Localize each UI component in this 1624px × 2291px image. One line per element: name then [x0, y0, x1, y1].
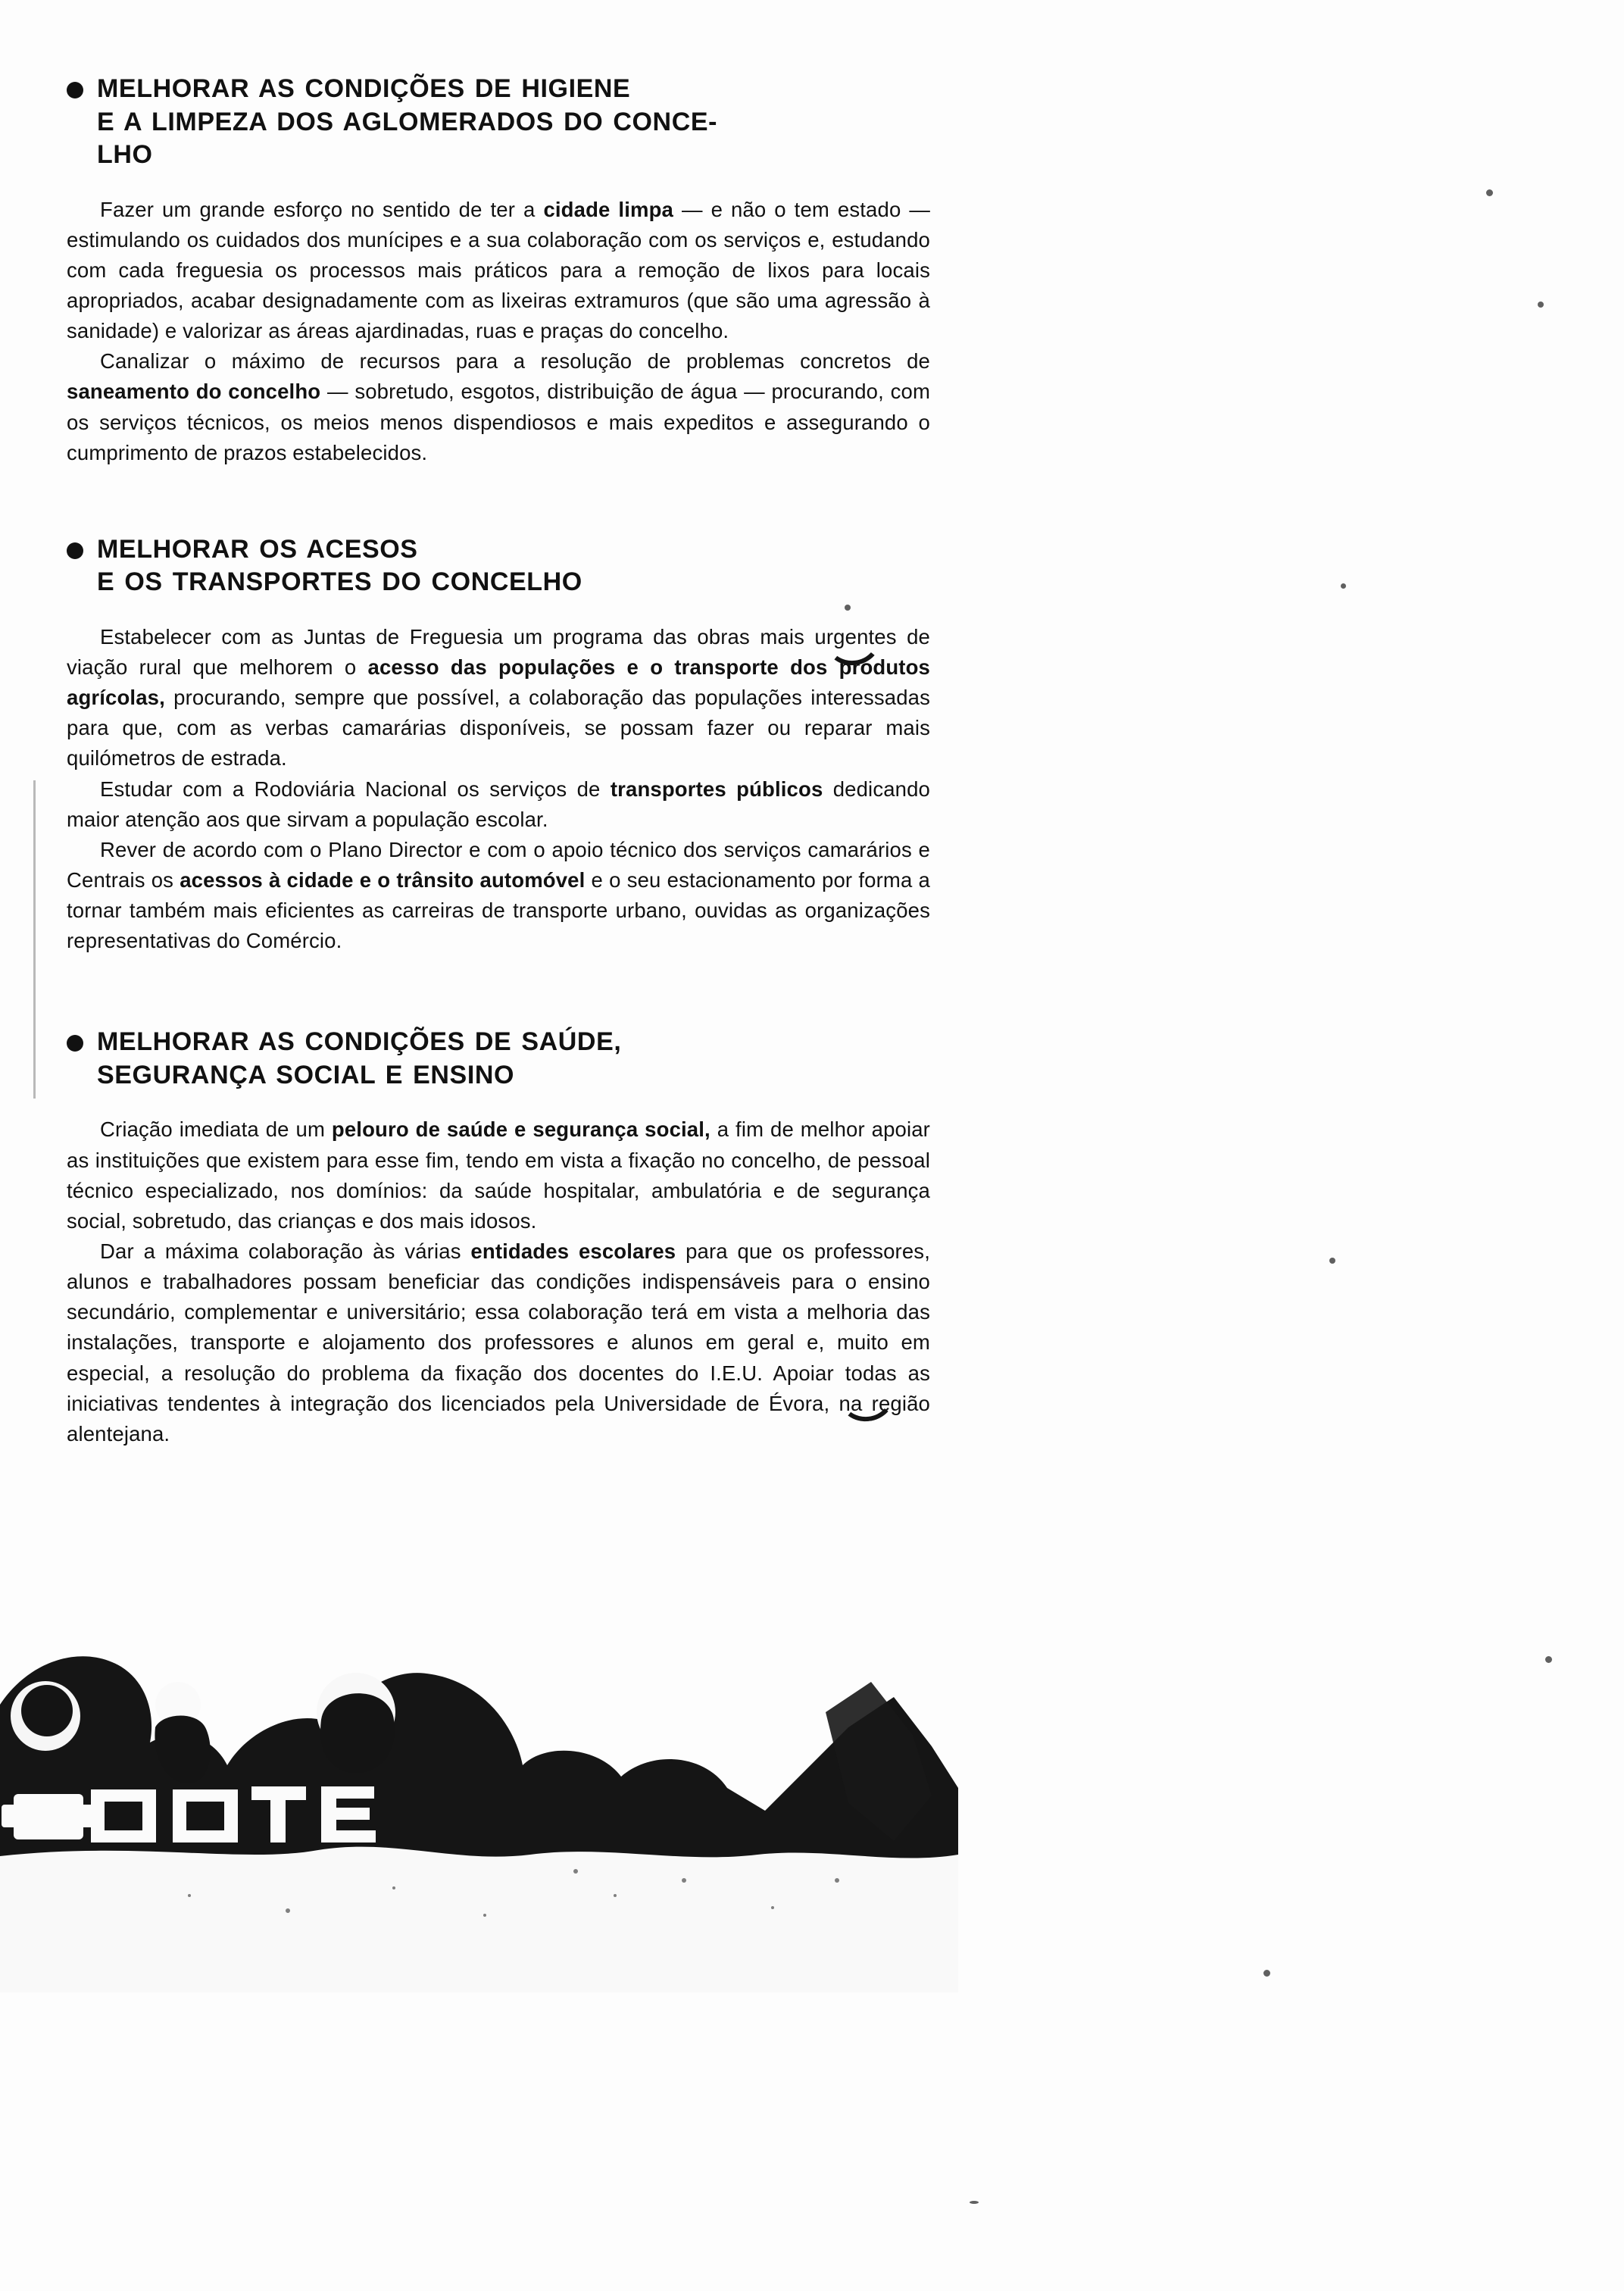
- heading-line: E A LIMPEZA DOS AGLOMERADOS DO CONCE-: [97, 107, 718, 136]
- section-heading: [97, 1026, 621, 1092]
- heading-line: LHO: [97, 140, 153, 170]
- scan-edge-line: [33, 780, 36, 1099]
- paragraph: Dar a máxima colaboração às várias entidades escolares para que os professores, alunos e trabalhadores possam beneficiar das condições indispensáveis para o ensino secundário, complementar e universitário; essa colaboração terá em vista a melhoria das instalações, transporte e alojamento dos professores e alunos em geral e, muito em especial, a resolução do problema da fixação dos docentes do I.E.U. Apoiar todas as iniciativas tendentes à integração dos licenciados pela Universidade de Évora, na região alentejana.: [67, 1239, 930, 1446]
- bullet-point-icon: [67, 542, 83, 559]
- paragraph: Criação imediata de um pelouro de saúde e segurança social, a fim de melhor apoiar as instituições que existem para esse fim, tendo em vista a fixação no concelho, de pessoal técnico especializado, nos domínios: da saúde hospitalar, ambulatória e de segurança social, sobretudo, das crianças e dos mais idosos.: [67, 1117, 930, 1233]
- paragraph: Estudar com a Rodoviária Nacional os serviços de transportes públicos dedicando maior atenção aos que sirvam a população escolar.: [67, 777, 930, 831]
- heading-line: SEGURANÇA SOCIAL E ENSINO: [97, 1060, 515, 1089]
- paragraph: Estabelecer com as Juntas de Freguesia um programa das obras mais urgentes de viação rural que melhorem o acesso das populações e o transporte dos produtos agrícolas, procurando, sempre que possível, a colaboração das populações interessadas para que, com as verbas camarárias disponíveis, se possam fazer ou reparar mais quilómetros de estrada.: [67, 624, 931, 770]
- document-body: [67, 73, 930, 1449]
- scan-speckle: [1486, 189, 1493, 196]
- section-paragraphs: [67, 195, 930, 468]
- section-gap: [67, 468, 930, 533]
- scan-speckle: [970, 2201, 979, 2204]
- section-heading-row: [67, 1026, 930, 1092]
- scan-speckle: [1545, 1656, 1552, 1663]
- scan-speckle: [1329, 1258, 1335, 1264]
- section-paragraphs: [67, 1114, 930, 1449]
- heading-line: E OS TRANSPORTES DO CONCELHO: [97, 567, 582, 597]
- scan-speckle: [1263, 1970, 1270, 1977]
- section-acessos: [67, 533, 930, 957]
- section-heading: [97, 73, 717, 172]
- scan-speckle: [1538, 302, 1544, 308]
- section-heading-row: [67, 533, 930, 599]
- bullet-point-icon: [67, 82, 83, 98]
- bullet-point-icon: [67, 1035, 83, 1052]
- heading-line: MELHORAR AS CONDIÇÕES DE SAÚDE,: [97, 1027, 622, 1057]
- section-paragraphs: [67, 622, 930, 957]
- section-heading: [97, 533, 582, 599]
- paragraph: Canalizar o máximo de recursos para a resolução de problemas concretos de saneamento do concelho — sobretudo, esgotos, distribuição de água — procurando, com os serviços técnicos, os meios menos dispendiosos e mais expeditos e assegurando o cumprimento de prazos estabelecidos.: [67, 349, 930, 464]
- heading-line: MELHORAR OS ACESOS: [97, 534, 418, 564]
- section-heading-row: [67, 73, 930, 172]
- section-higiene: [67, 73, 930, 468]
- paragraph: Rever de acordo com o Plano Director e com o apoio técnico dos serviços camarários e Centrais os acessos à cidade e o trânsito automóvel e o seu estacionamento por forma a tornar também mais eficientes as carreiras de transporte urbano, ouvidas as organizações representativas do Comércio.: [67, 837, 930, 953]
- scanned-photograph: [0, 1614, 958, 1993]
- section-gap: [67, 956, 930, 1026]
- paragraph: Fazer um grande esforço no sentido de ter a cidade limpa — e não o tem estado — estimulando os cuidados dos munícipes e a sua colaboração com os serviços e, estudando com cada freguesia os processos mais práticos para a remoção de lixos para locais apropriados, acabar designadamente com as lixeiras extramuros (que são uma agressão à sanidade) e valorizar as áreas ajardinadas, ruas e praças do concelho.: [67, 197, 930, 343]
- section-saude: [67, 1026, 930, 1449]
- scan-speckle: [1341, 583, 1346, 589]
- heading-line: MELHORAR AS CONDIÇÕES DE HIGIENE: [97, 74, 631, 103]
